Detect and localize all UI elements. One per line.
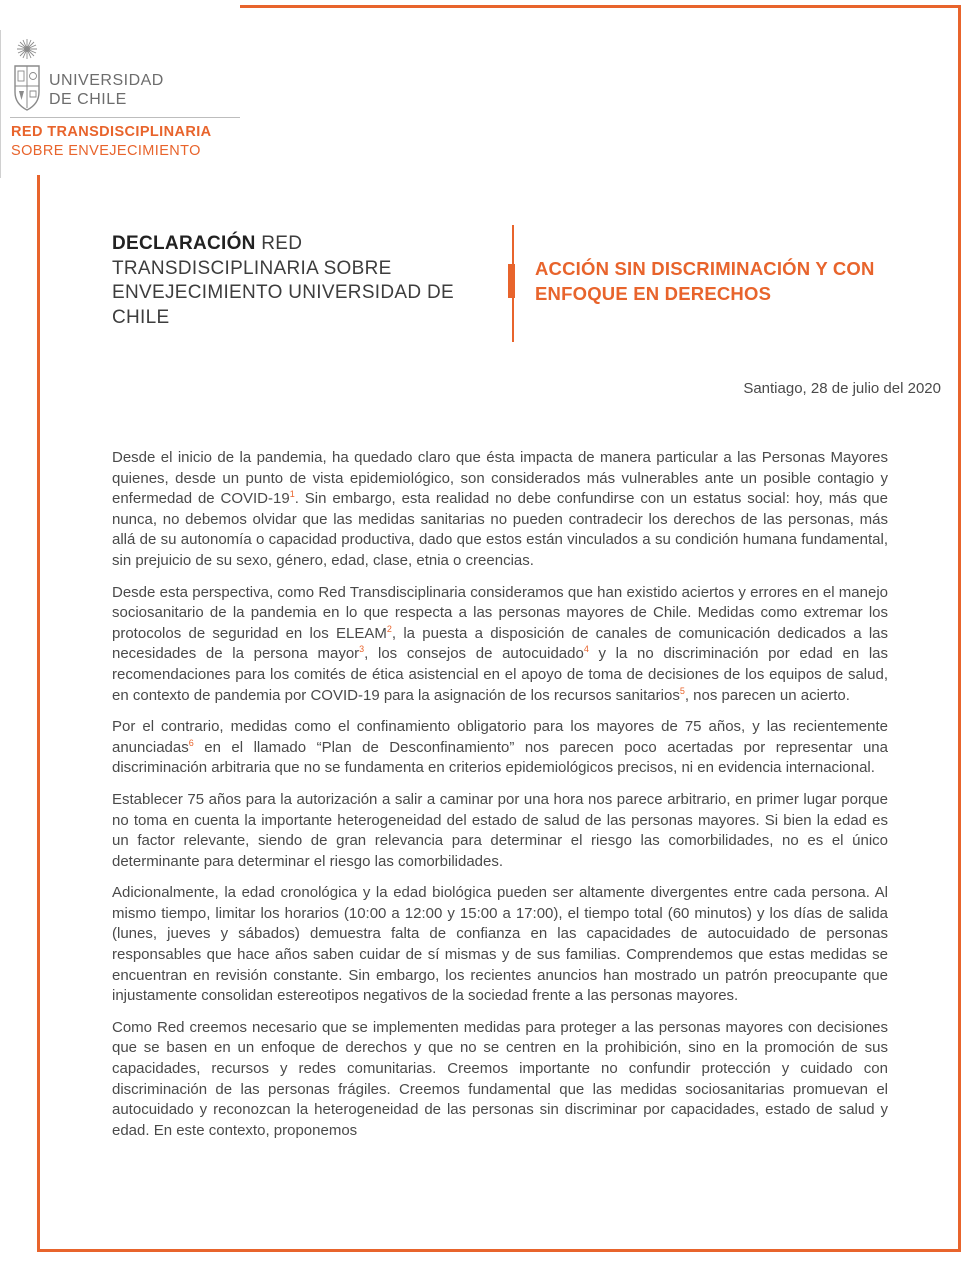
paragraph-4: Establecer 75 años para la autorización a salir a caminar por una hora nos parece arbitrario, en primer lugar porque no toma en cuenta la importante heterogeneidad del estado de salud de las personas mayores. Si bien la edad es un factor relevante, siendo de gran relevancia para determinar el riesgo las comorbilidades, no es el único determinante para determinar el riesgo las comorbilidades.: [112, 790, 888, 870]
paragraph-2: [112, 583, 888, 707]
network-line-1: RED TRANSDISCIPLINARIA: [11, 124, 212, 140]
logo-block: [0, 0, 240, 175]
title-divider-mark: [508, 264, 515, 298]
network-line-2: SOBRE ENVEJECIMIENTO: [11, 143, 201, 159]
p2-text-d: y la no discriminación por edad en las recomendaciones para los comités de ética asistencial en el apoyo de toma de decisiones de los equipos de salud, en contexto de pandemia por COVID-19 para la asignación de los recursos sanitarios: [112, 645, 889, 704]
network-name: [11, 123, 212, 161]
footnote-ref-2[interactable]: 2: [386, 623, 392, 634]
paragraph-5: Adicionalmente, la edad cronológica y la edad biológica pueden ser altamente divergentes entre cada persona. Al mismo tiempo, limitar los horarios (10:00 a 12:00 y 15:00 a 17:00), el tiempo total (60 minutos) y los días de salida (lunes, jueves y sábados) demuestra falta de confianza en las capacidades de autocuidado de personas responsables que hace años saben cuidar de sí mismas y de sus familias. Comprendemos que estas medidas se encuentran en revisión constante. Sin embargo, los recientes anuncios han mostrado un patrón preocupante que injustamente consolidan estereotipos negativos de la sociedad frente a las personas mayores.: [112, 884, 888, 1005]
p3-text-b: en el llamado “Plan de Desconfinamiento” nos parecen poco acertadas por representar una discriminación arbitraria que no se fundamenta en criterios epidemiológicos precisos, ni en evidencia internacional.: [112, 738, 888, 777]
p2-text-b: , la puesta a disposición de canales de comunicación dedicados a las necesidades de la persona mayor: [112, 624, 888, 663]
footnote-ref-6[interactable]: 6: [188, 737, 194, 748]
p1-text-b: . Sin embargo, esta realidad no debe confundirse con un estatus social: hoy, más que nunca, no debemos olvidar que las medidas sanitarias no pueden contradecir los derechos de las personas, más allá de su autonomía o capacidad productiva, dado que estos están vinculados a su condición humana fundamental, sin prejuicio de su sexo, género, edad, clase, etnia o creencias.: [112, 490, 888, 569]
footnote-ref-4[interactable]: 4: [583, 644, 589, 655]
footnote-ref-1[interactable]: 1: [289, 489, 295, 500]
paragraph-6: Como Red creemos necesario que se implementen medidas para proteger a las personas mayores con decisiones que se basen en un enfoque de derechos y que no se centren en la prohibición, sino en la promoción de sus capacidades, recursos y redes comunitarias. Creemos importante no confundir protección y cuidado con discriminación de las personas frágiles. Creemos fundamental que las medidas sociosanitarias promuevan el autocuidado y reconozcan la heterogeneidad de las personas sin discriminar por capacidades, estado de salud y edad. En este contexto, proponemos: [112, 1018, 888, 1139]
p2-text-c: , los consejos de autocuidado: [364, 645, 584, 663]
p2-text-e: , nos parecen un acierto.: [684, 686, 850, 704]
university-line-2: DE CHILE: [49, 91, 127, 108]
logo-horizontal-divider: [10, 117, 240, 118]
title-rest: RED TRANSDISCIPLINARIA SOBRE ENVEJECIMIENTO UNIVERSIDAD DE CHILE: [112, 233, 454, 328]
logo-vertical-divider: [0, 30, 1, 178]
p3-text-a: Por el contrario, medidas como el confinamiento obligatorio para los mayores de 75 años, y las recientemente anunciadas: [112, 718, 888, 756]
document-date: Santiago, 28 de julio del 2020: [743, 380, 941, 397]
document-title: [112, 232, 502, 330]
paragraph-3: [112, 717, 888, 779]
p1-text-a: Desde el inicio de la pandemia, ha quedado claro que ésta impacta de manera particular a las Personas Mayores quienes, desde un punto de vista epidemiológico, son considerados más vulnerables ante un posible contagio y enfermedad de COVID-19: [112, 449, 888, 508]
university-crest-icon: [12, 38, 42, 112]
paragraph-1: [112, 448, 888, 572]
document-subtitle: ACCIÓN SIN DISCRIMINACIÓN Y CON ENFOQUE EN DERECHOS: [535, 258, 875, 304]
p2-text-a: Desde esta perspectiva, como Red Transdisciplinaria consideramos que han existido aciertos y errores en el manejo sociosanitario de la pandemia en lo que respecta a las personas mayores de Chile. Medidas como extremar los protocolos de seguridad en los ELEAM: [112, 583, 888, 642]
university-line-1: UNIVERSIDAD: [49, 72, 164, 89]
document-body: [112, 448, 888, 1152]
title-bold: DECLARACIÓN: [112, 233, 256, 254]
footnote-ref-3[interactable]: 3: [359, 644, 365, 655]
footnote-ref-5[interactable]: 5: [679, 685, 685, 696]
university-name: [49, 71, 164, 109]
